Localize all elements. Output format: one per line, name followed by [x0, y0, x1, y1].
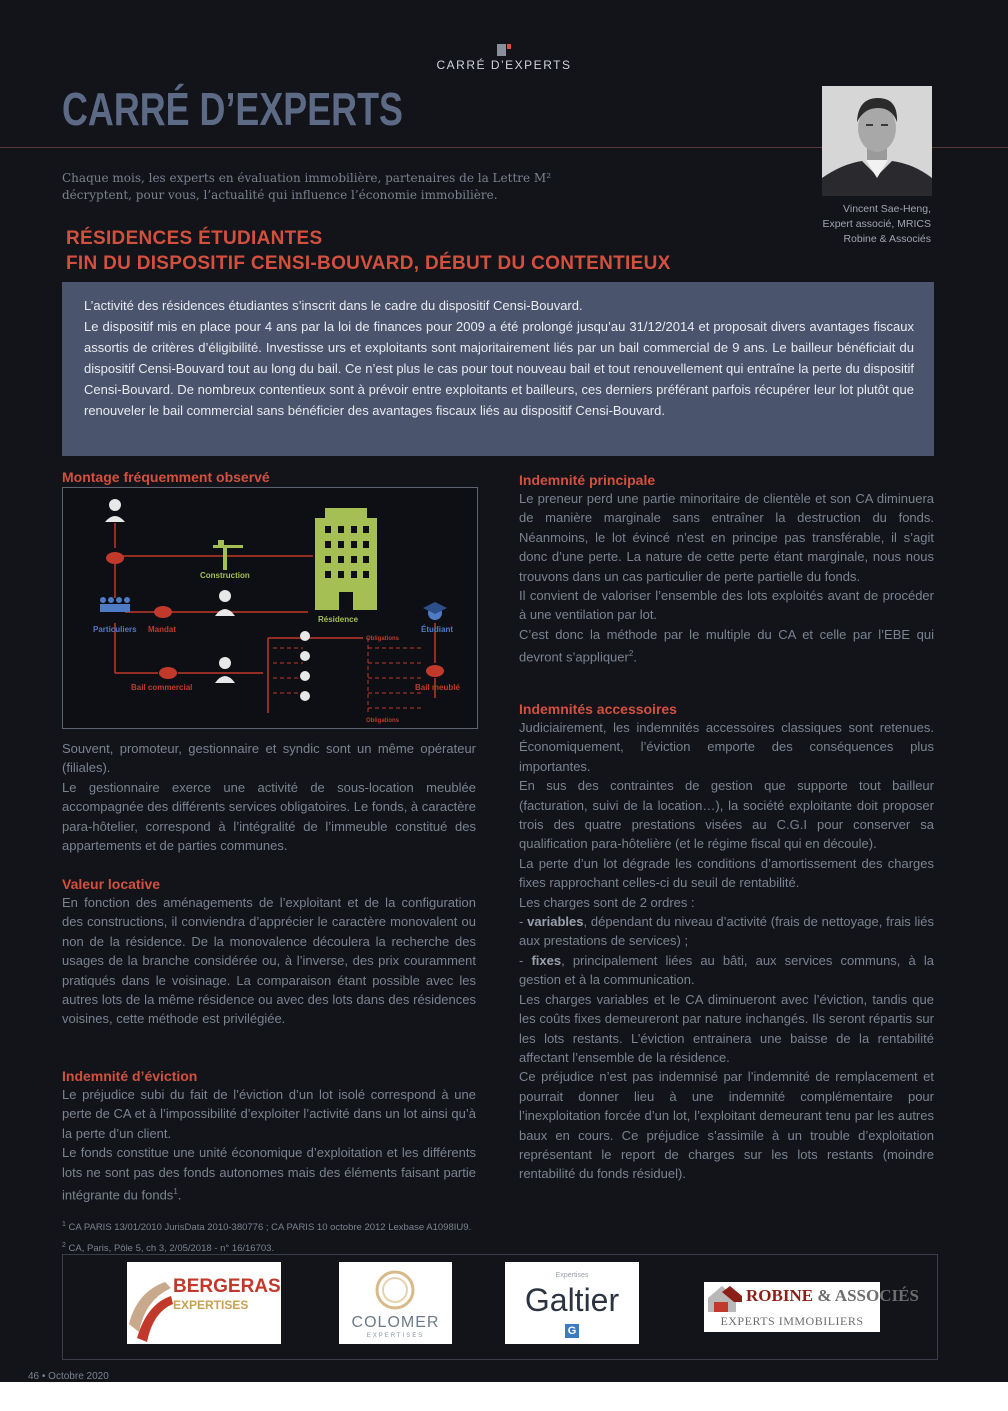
footnote-ref: 1: [173, 1187, 178, 1197]
paragraph-text: C’est donc la méthode par le multiple du CA et celle par l’EBE qui devront s’appliquer: [519, 626, 934, 665]
body-paragraph: Les charges variables et le CA diminueront avec l’éviction, tandis que les coûts fixes demeureront par nature inchangés. Ils seront répartis sur les lots restants. L’éviction entrainera une baisse de la rentabilité affectant l’ensemble de la résidence.: [519, 991, 934, 1065]
page-title: CARRÉ D’EXPERTS: [62, 83, 403, 135]
galtier-name: Galtier: [524, 1282, 620, 1318]
galtier-g-icon: G: [565, 1324, 579, 1338]
author-caption: [731, 202, 931, 247]
author-firm: Robine & Associés: [843, 233, 931, 245]
logo-colomer: [339, 1262, 452, 1344]
logo-galtier: [505, 1262, 639, 1344]
paragraph-text: , dépendant du niveau d’activité (frais de nettoyage, frais liés aux prestations de services) ;: [519, 914, 934, 949]
robine-name: [746, 1286, 919, 1306]
body-paragraph: Il convient de valoriser l’ensemble des lots exploités avant de procéder à une ventilation par lot.: [519, 588, 934, 623]
footnote-1: [62, 1216, 471, 1237]
body-paragraph: Souvent, promoteur, gestionnaire et syndic sont un même opérateur (filiales).: [62, 741, 476, 776]
footnote-text: CA PARIS 13/01/2010 JurisData 2010-380776 ; CA PARIS 10 octobre 2012 Lexbase A1098IU9.: [65, 1222, 472, 1234]
footnotes: [62, 1216, 471, 1258]
summary-paragraph: L’activité des résidences étudiantes s’inscrit dans le cadre du dispositif Censi-Bouvard.: [84, 298, 583, 313]
logo-robine: [704, 1282, 919, 1332]
diagram-svg: [63, 488, 477, 728]
label-bail-meuble: Bail meublé: [415, 683, 460, 692]
body-paragraph: Le préjudice subi du fait de l’éviction d’un lot isolé correspond à une perte de CA et à l’impossibilité d’exploiter l’activité dans un lot ainsi qu’à la perte d’un client.: [62, 1087, 476, 1141]
footnote-number: 2: [62, 1242, 66, 1250]
body-paragraph: [519, 951, 934, 990]
term-fixes: fixes: [531, 952, 562, 968]
label-bail-commercial: Bail commercial: [131, 683, 193, 692]
paragraph-text: Le fonds constitue une unité économique d’exploitation et les différents lots ne sont pas des fonds autonomes mais des éléments faisant partie intégrante du fonds: [62, 1145, 476, 1203]
body-paragraph: Les charges sont de 2 ordres :: [519, 894, 695, 910]
body-paragraph: Judiciairement, les indemnités accessoires classiques sont retenues. Économiquement, l’éviction emporte des conséquences plus importantes.: [519, 720, 934, 774]
body-paragraph: Le gestionnaire exerce une activité de sous-location meublée accompagnée des différents services obligatoires. Le fonds, à caractère para-hôtelier, correspond à l’intégralité de l’immeuble constitué des appartements et de parties communes.: [62, 779, 476, 854]
promoter-icon: [109, 499, 121, 511]
manager-icon: [219, 590, 231, 602]
label-obligations-bottom: Obligations: [366, 718, 399, 724]
page-bottom-margin: [0, 1382, 1008, 1411]
term-variables: variables: [527, 914, 584, 930]
m2-logo-icon: [497, 44, 511, 56]
headline-line-1: RÉSIDENCES ÉTUDIANTES: [66, 228, 323, 249]
page-footer: 46 • Octobre 2020: [28, 1371, 109, 1382]
footnote-number: 1: [62, 1221, 66, 1228]
author-name: Vincent Sae-Heng,: [843, 203, 931, 215]
headline-line-2: FIN DU DISPOSITIF CENSI-BOUVARD, DÉBUT DU CONTENTIEUX: [66, 253, 671, 274]
author-portrait: [822, 86, 932, 196]
galtier-small: Expertises: [555, 1272, 589, 1279]
body-paragraph: En fonction des aménagements de l’exploitant et de la configuration des constructions, il conviendra d’apprécier le caractère monovalent ou non de la résidence. De la monovalence découlera la recherche des usages de la branche considérée ou, à l’inverse, des prix couramment pratiqués dans le voisinage. La comparaison étant possible avec les autres lots de la même résidence ou avec des lots dans des résidences voisines, cette méthode est privilégiée.: [62, 895, 476, 1027]
section-title-indemnite-principale: Indemnité principale: [519, 472, 656, 488]
robine-associes: & ASSOCIÉS: [813, 1286, 919, 1305]
colomer-sub: EXPERTISES: [366, 1333, 425, 1339]
indemnites-accessoires-body: [519, 718, 934, 1184]
syndic-icon: [219, 657, 231, 669]
body-paragraph: Le preneur perd une partie minoritaire de clientèle et son CA diminuera de manière marginale sans entraîner la destruction du fonds. Néanmoins, le lot évincé n’est en principe pas transférable, il s’agit donc d’une perte. La nature de cette perte étant marginale, nous nous trouvons dans un cas particulier de perte partielle du fonds.: [519, 491, 934, 584]
robine-sub: EXPERTS IMMOBILIERS: [720, 1314, 864, 1328]
summary-paragraph: Le dispositif mis en place pour 4 ans par la loi de finances pour 2009 a été prolongé jusqu’au 31/12/2014 et proposait divers avantages fiscaux assortis de critères d’éligibilité. Investisse urs et exploitants sont majoritairement liés par un bail commercial de 9 ans. Le bailleur bénéficiait du dispositif Censi-Bouvard tout au long du bail. Ce n’est plus le cas pour tout nouveau bail et tout renouvellement qui entraîne la perte du dispositif Censi-Bouvard. De nombreux contentieux sont à prévoir entre exploitants et bailleurs, ces derniers préférant parfois récupérer leur lot plutôt que renouveler le bail commercial sans bénéficier des avantages fiscaux liés au dispositif Censi-Bouvard.: [84, 319, 914, 418]
body-paragraph: La perte d’un lot dégrade les conditions d’amortissement des charges fixes rapprochant celles-ci du seuil de rentabilité.: [519, 855, 934, 891]
indemnite-eviction-body: [62, 1085, 476, 1205]
intro-text: Chaque mois, les experts en évaluation immobilière, partenaires de la Lettre M² décryptent, pour vous, l’actualité qui influence l’économie immobilière.: [62, 171, 552, 202]
left-column-body: [62, 739, 476, 855]
body-paragraph: Ce préjudice n’est pas indemnisé par l’indemnité de remplacement et pourrait donner lieu à une indemnité complémentaire pour l’inexploitation forcée d’un lot, l’exploitant demeurant tenu par les autres baux en cours. Ce préjudice s’assimile à un trouble d’exploitation représentant le report de charges sur les lots restants (moindre rentabilité du fonds résiduel).: [519, 1069, 934, 1182]
structure-diagram: [62, 487, 478, 729]
robine-house-icon: [706, 1284, 746, 1314]
colomer-ring-icon: [339, 1262, 452, 1314]
student-icon: [423, 602, 447, 620]
label-construction: Construction: [200, 571, 250, 580]
magazine-name: CARRÉ D’EXPERTS: [436, 58, 572, 72]
particuliers-icon: [100, 597, 130, 612]
section-title-indemnites-accessoires: Indemnités accessoires: [519, 701, 677, 717]
article-headline: [66, 226, 671, 276]
author-role: Expert associé, MRICS: [822, 218, 931, 230]
label-etudiant: Étudiant: [421, 625, 453, 634]
bergeras-name: BERGERAS: [173, 1276, 281, 1297]
bergeras-sub: EXPERTISES: [173, 1298, 249, 1312]
colomer-name: COLOMER: [351, 1314, 440, 1331]
summary-text: [84, 295, 914, 421]
label-residence: Résidence: [318, 615, 359, 624]
footnote-ref: 2: [628, 649, 634, 659]
paragraph-end: .: [633, 649, 637, 665]
body-paragraph: [519, 912, 934, 951]
body-paragraph: En sus des contraintes de gestion que supporte tout bailleur (facturation, suivi de la location…), la société exploitante doit proposer trois des quatre prestations visées au C.G.I pour conserver sa qualification para-hôtelière (et le régime fiscal qui en découle).: [519, 778, 934, 852]
section-title-indemnite-eviction: Indemnité d’éviction: [62, 1068, 198, 1084]
diagram-title: Montage fréquemment observé: [62, 469, 270, 485]
label-mandat: Mandat: [148, 625, 176, 634]
body-paragraph: [519, 625, 934, 667]
valeur-locative-body: [62, 893, 476, 1029]
logo-bergeras: [127, 1262, 281, 1344]
paragraph-end: .: [177, 1187, 182, 1203]
section-title-valeur-locative: Valeur locative: [62, 876, 161, 892]
label-particuliers: Particuliers: [93, 625, 137, 634]
dash: -: [519, 952, 532, 968]
robine-word: ROBINE: [746, 1286, 814, 1305]
paragraph-text: , principalement liées au bâti, aux services communs, à la gestion et à la communication.: [519, 952, 934, 988]
handshake-icons: [106, 552, 444, 679]
label-obligations-top: Obligations: [366, 636, 399, 642]
crane-icon: [213, 540, 243, 570]
magazine-logo: [0, 44, 1008, 72]
body-paragraph: [62, 1143, 476, 1205]
dash: -: [519, 914, 528, 930]
building-icon: [315, 508, 377, 610]
footnote-text: CA, Paris, Pôle 5, ch 3, 2/05/2018 - n° 16/16703.: [65, 1243, 275, 1255]
indemnite-principale-body: [519, 489, 934, 667]
